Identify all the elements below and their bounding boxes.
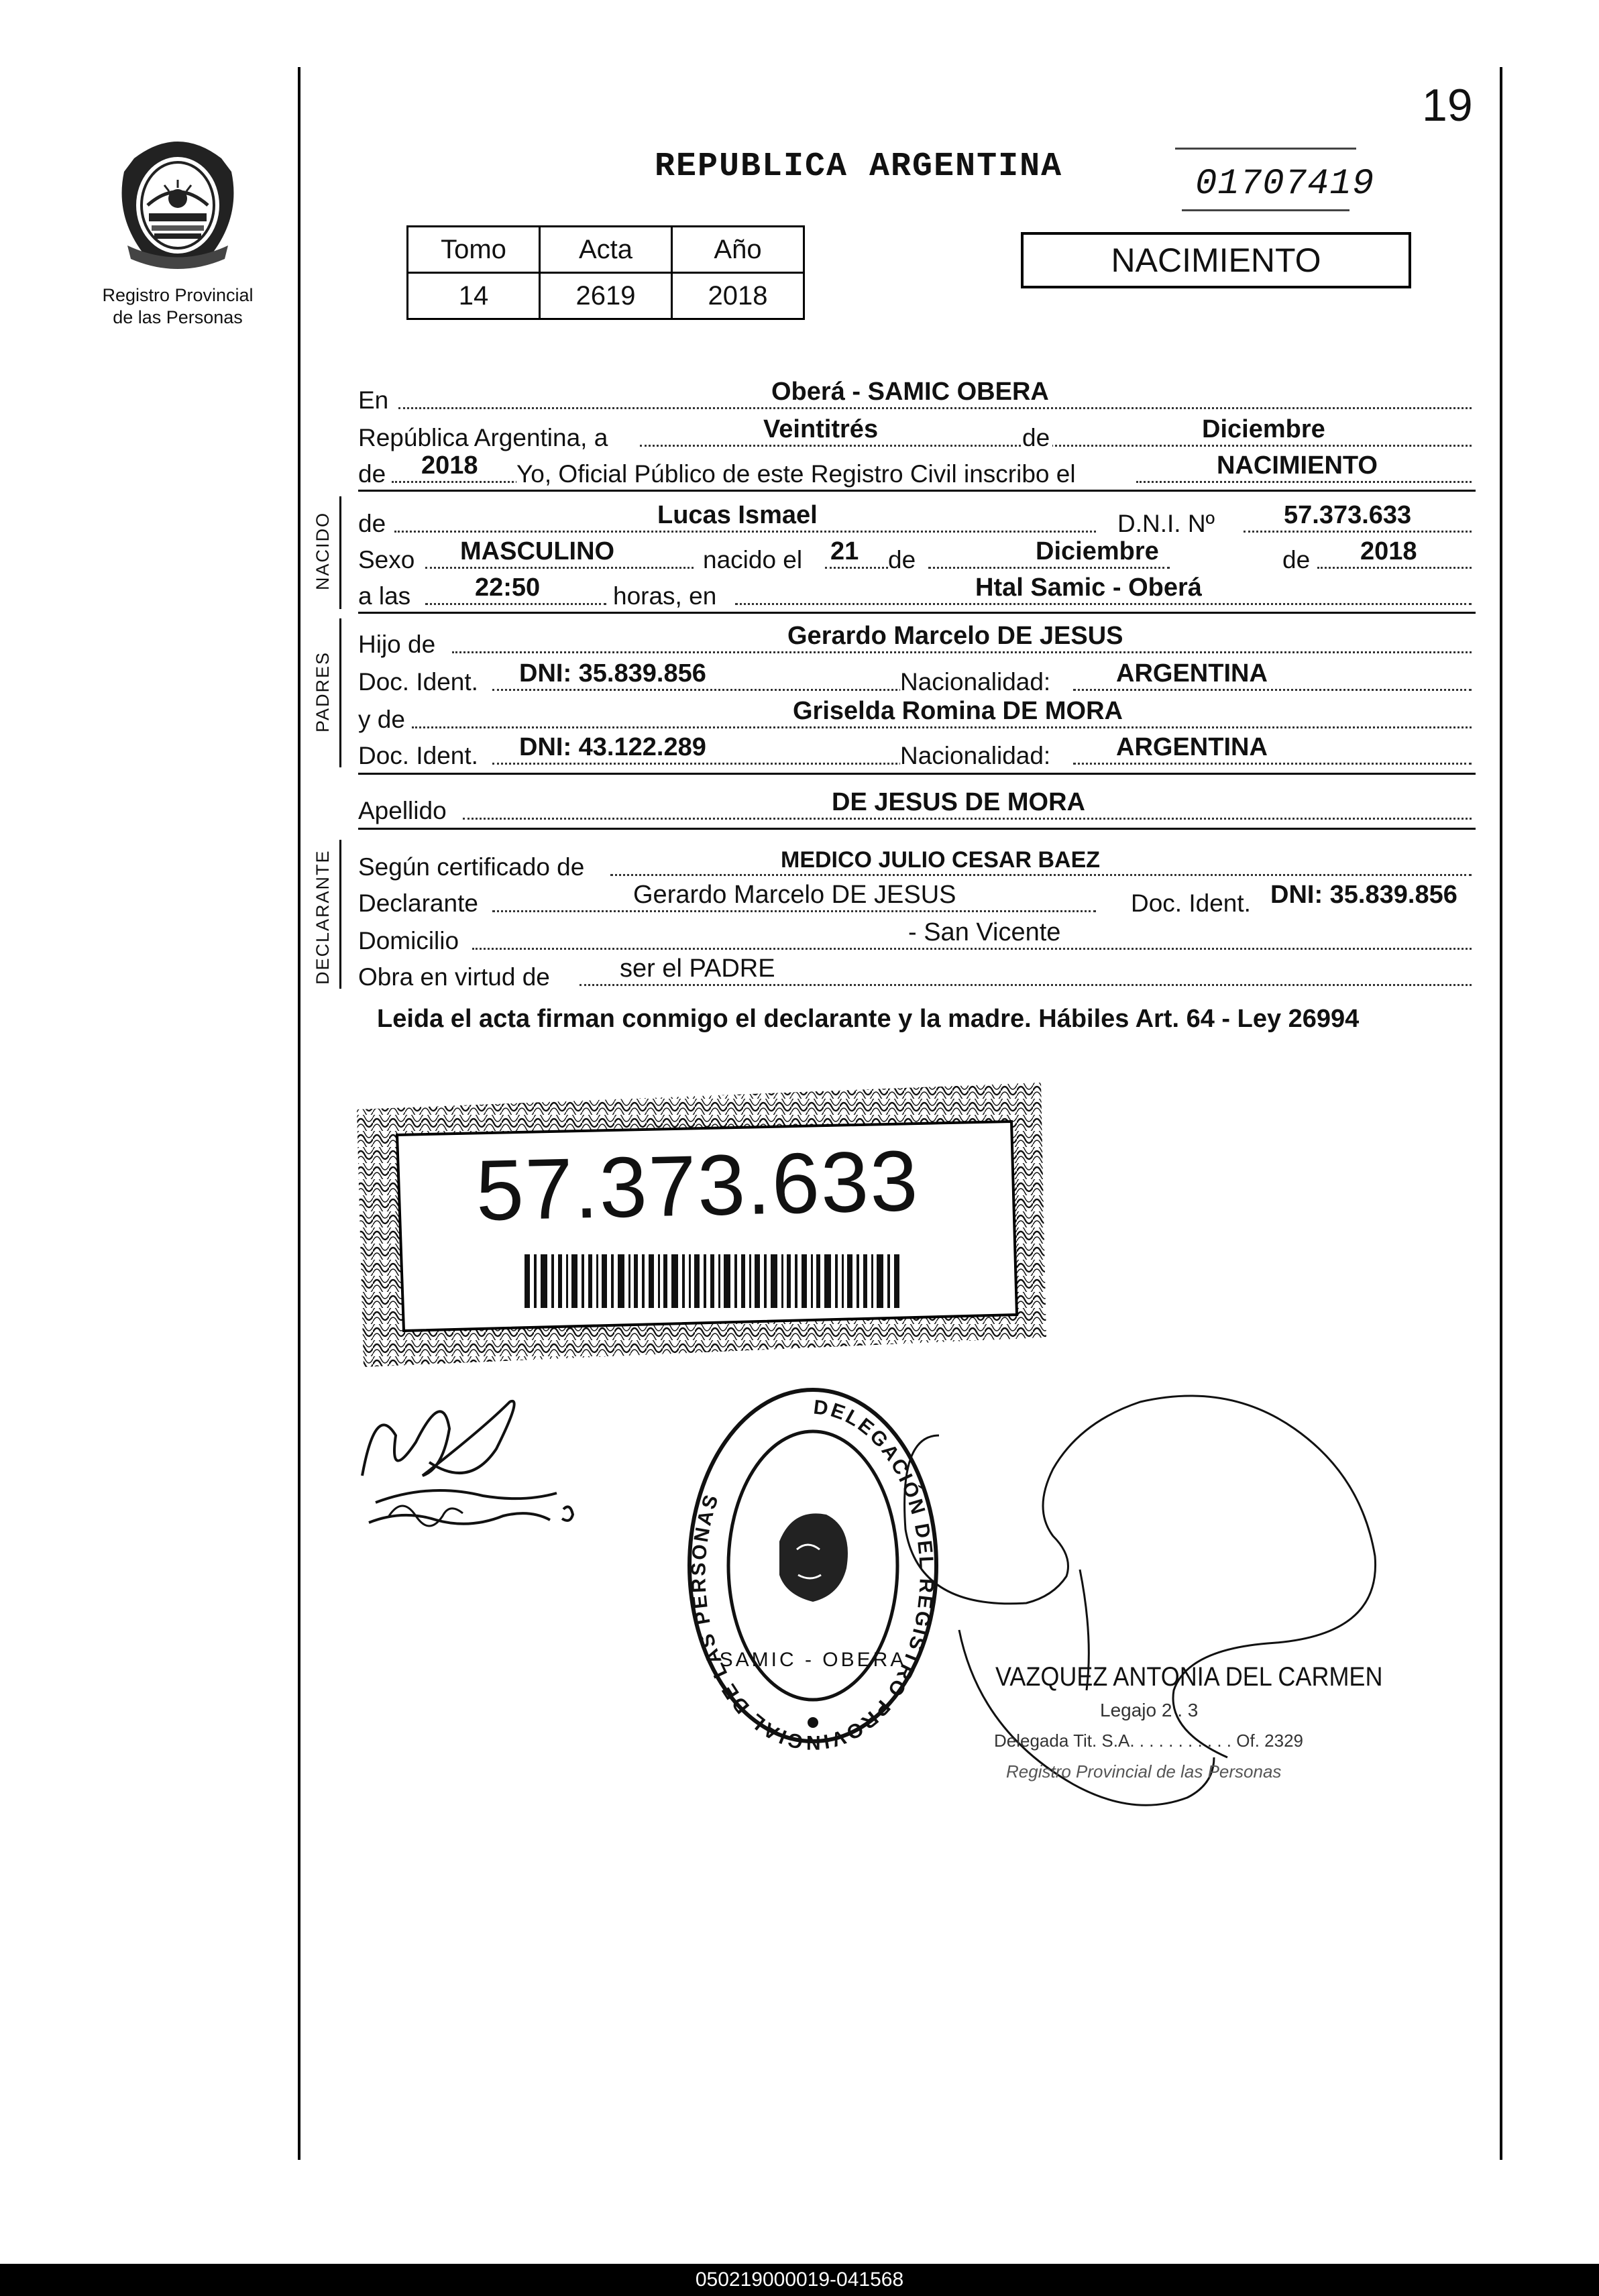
certificate-label: Según certificado de: [358, 853, 587, 881]
certificate-type: NACIMIENTO: [1021, 232, 1411, 288]
declarant-row: [358, 880, 1472, 918]
father-nationality-label: Nacionalidad:: [900, 668, 1053, 696]
newborn-dni: 57.373.633: [1284, 501, 1412, 529]
registration-year: 2018: [421, 451, 478, 480]
father-name-row: [358, 621, 1472, 659]
official-legajo: Legajo 2 . 3: [1100, 1700, 1199, 1720]
born-month-label: de: [888, 546, 918, 574]
mother-doc-label: Doc. Ident.: [358, 742, 481, 770]
newborn-born-month: Diciembre: [1036, 537, 1159, 565]
newborn-dni-label: D.N.I. Nº: [1117, 510, 1217, 538]
registration-day: Veintitrés: [763, 415, 879, 443]
surname-row: [358, 787, 1472, 825]
seal-outer-text: DELEGACIÓN DEL REGISTRO PROVINCIAL DE LAS PERSONAS: [687, 1396, 938, 1754]
footer-document-code: 050219000019-041568: [695, 2268, 904, 2291]
nacido-bracket: [339, 496, 341, 609]
declarant-capacity: ser el PADRE: [620, 954, 775, 983]
newborn-name: Lucas Ismael: [657, 501, 818, 529]
volume-header-anio: Año: [672, 227, 804, 273]
declarant-doc: DNI: 35.839.856: [1270, 881, 1457, 909]
country-title: REPUBLICA ARGENTINA: [655, 148, 1063, 186]
official-signature: [852, 1355, 1482, 1865]
registry-name-line1: Registro Provincial: [102, 285, 254, 305]
newborn-sex-row: [358, 537, 1472, 574]
declarant-label: Declarante: [358, 889, 481, 918]
padres-section-label: PADRES: [313, 651, 333, 732]
father-doc-label: Doc. Ident.: [358, 668, 481, 696]
time-label: a las: [358, 582, 413, 610]
registration-month: Diciembre: [1202, 415, 1325, 443]
declarant-name: Gerardo Marcelo DE JESUS: [633, 881, 956, 909]
newborn-born-day: 21: [830, 537, 859, 565]
address-label: Domicilio: [358, 927, 461, 955]
declarante-bracket: [339, 840, 341, 989]
mother-label: y de: [358, 706, 408, 734]
place-row: [358, 377, 1472, 415]
sex-label: Sexo: [358, 546, 417, 574]
volume-value-anio: 2018: [672, 273, 804, 319]
official-registry: Registro Provincial de las Personas: [1006, 1761, 1282, 1782]
month-label: de: [1022, 424, 1052, 452]
capacity-label: Obra en virtud de: [358, 963, 553, 991]
newborn-name-label: de: [358, 510, 388, 538]
mother-name-row: [358, 696, 1472, 734]
divider-surname: [358, 828, 1476, 830]
surname-label: Apellido: [358, 797, 449, 825]
declarant-address: - San Vicente: [908, 918, 1061, 946]
nacido-section-label: NACIDO: [313, 511, 333, 590]
registry-name: [80, 284, 275, 329]
dni-stamp-number: 57.373.633: [475, 1133, 920, 1239]
provincia-de-misiones-seal-icon: [107, 131, 248, 275]
mother-nationality-label: Nacionalidad:: [900, 742, 1053, 770]
certificate-row: [358, 844, 1472, 881]
right-margin-line: [1500, 67, 1502, 2160]
declarante-section-label: DECLARANTE: [313, 849, 333, 985]
newborn-time-row: [358, 573, 1472, 610]
mother-nationality: ARGENTINA: [1116, 733, 1268, 761]
volume-header-acta: Acta: [540, 227, 672, 273]
certificate-doctor: MEDICO JULIO CESAR BAEZ: [781, 847, 1101, 873]
father-doc: DNI: 35.839.856: [519, 659, 706, 688]
serial-number-box: [1175, 148, 1375, 215]
seal-inner-text: SAMIC - OBERA: [719, 1649, 907, 1671]
volume-value-acta: 2619: [540, 273, 672, 319]
born-label: nacido el: [703, 546, 805, 574]
place-of-birth-label: horas, en: [613, 582, 719, 610]
year-label: de: [358, 460, 388, 488]
mother-doc-row: [358, 732, 1472, 770]
father-label: Hijo de: [358, 631, 438, 659]
barcode-icon: [525, 1254, 900, 1308]
dni-stamp: [357, 1083, 1046, 1367]
capacity-row: [358, 954, 1472, 991]
surname-value: DE JESUS DE MORA: [832, 788, 1085, 816]
mother-name: Griselda Romina DE MORA: [793, 697, 1123, 725]
newborn-sex: MASCULINO: [460, 537, 615, 565]
date-row: [358, 415, 1472, 452]
declarant-doc-label: Doc. Ident.: [1131, 889, 1254, 918]
father-doc-row: [358, 659, 1472, 696]
address-row: [358, 918, 1472, 955]
newborn-born-year: 2018: [1360, 537, 1417, 565]
mother-doc: DNI: 43.122.289: [519, 733, 706, 761]
day-label: República Argentina, a: [358, 424, 610, 452]
padres-bracket: [339, 618, 341, 767]
father-nationality: ARGENTINA: [1116, 659, 1268, 688]
registration-statement: Yo, Oficial Público de este Registro Civil inscribo el: [516, 460, 1079, 488]
divider-newborn: [358, 612, 1476, 614]
registration-place: Oberá - SAMIC OBERA: [771, 378, 1049, 406]
place-label: En: [358, 386, 391, 415]
volume-table: [406, 225, 805, 320]
born-year-label: de: [1282, 546, 1313, 574]
page-number: 19: [1422, 80, 1473, 131]
divider-parents: [358, 773, 1476, 775]
newborn-name-row: [358, 500, 1472, 538]
father-name: Gerardo Marcelo DE JESUS: [787, 622, 1123, 650]
year-row: [358, 451, 1472, 488]
newborn-time: 22:50: [475, 573, 541, 602]
divider-registration: [358, 490, 1476, 492]
serial-number: 01707419: [1195, 164, 1375, 205]
newborn-place: Htal Samic - Oberá: [975, 573, 1202, 602]
registry-name-line2: de las Personas: [113, 307, 243, 327]
reading-note: Leida el acta firman conmigo el declarante y la madre. Hábiles Art. 64 - Ley 26994: [377, 1005, 1360, 1033]
declarant-signature: [349, 1362, 590, 1556]
official-role: Delegada Tit. S.A. . . . . . . . . . . Of. 2329: [994, 1731, 1303, 1751]
volume-header-tomo: Tomo: [408, 227, 540, 273]
left-margin-line: [298, 67, 300, 2160]
official-name: VAZQUEZ ANTONIA DEL CARMEN: [995, 1662, 1383, 1692]
registration-event: NACIMIENTO: [1217, 451, 1378, 480]
volume-value-tomo: 14: [408, 273, 540, 319]
